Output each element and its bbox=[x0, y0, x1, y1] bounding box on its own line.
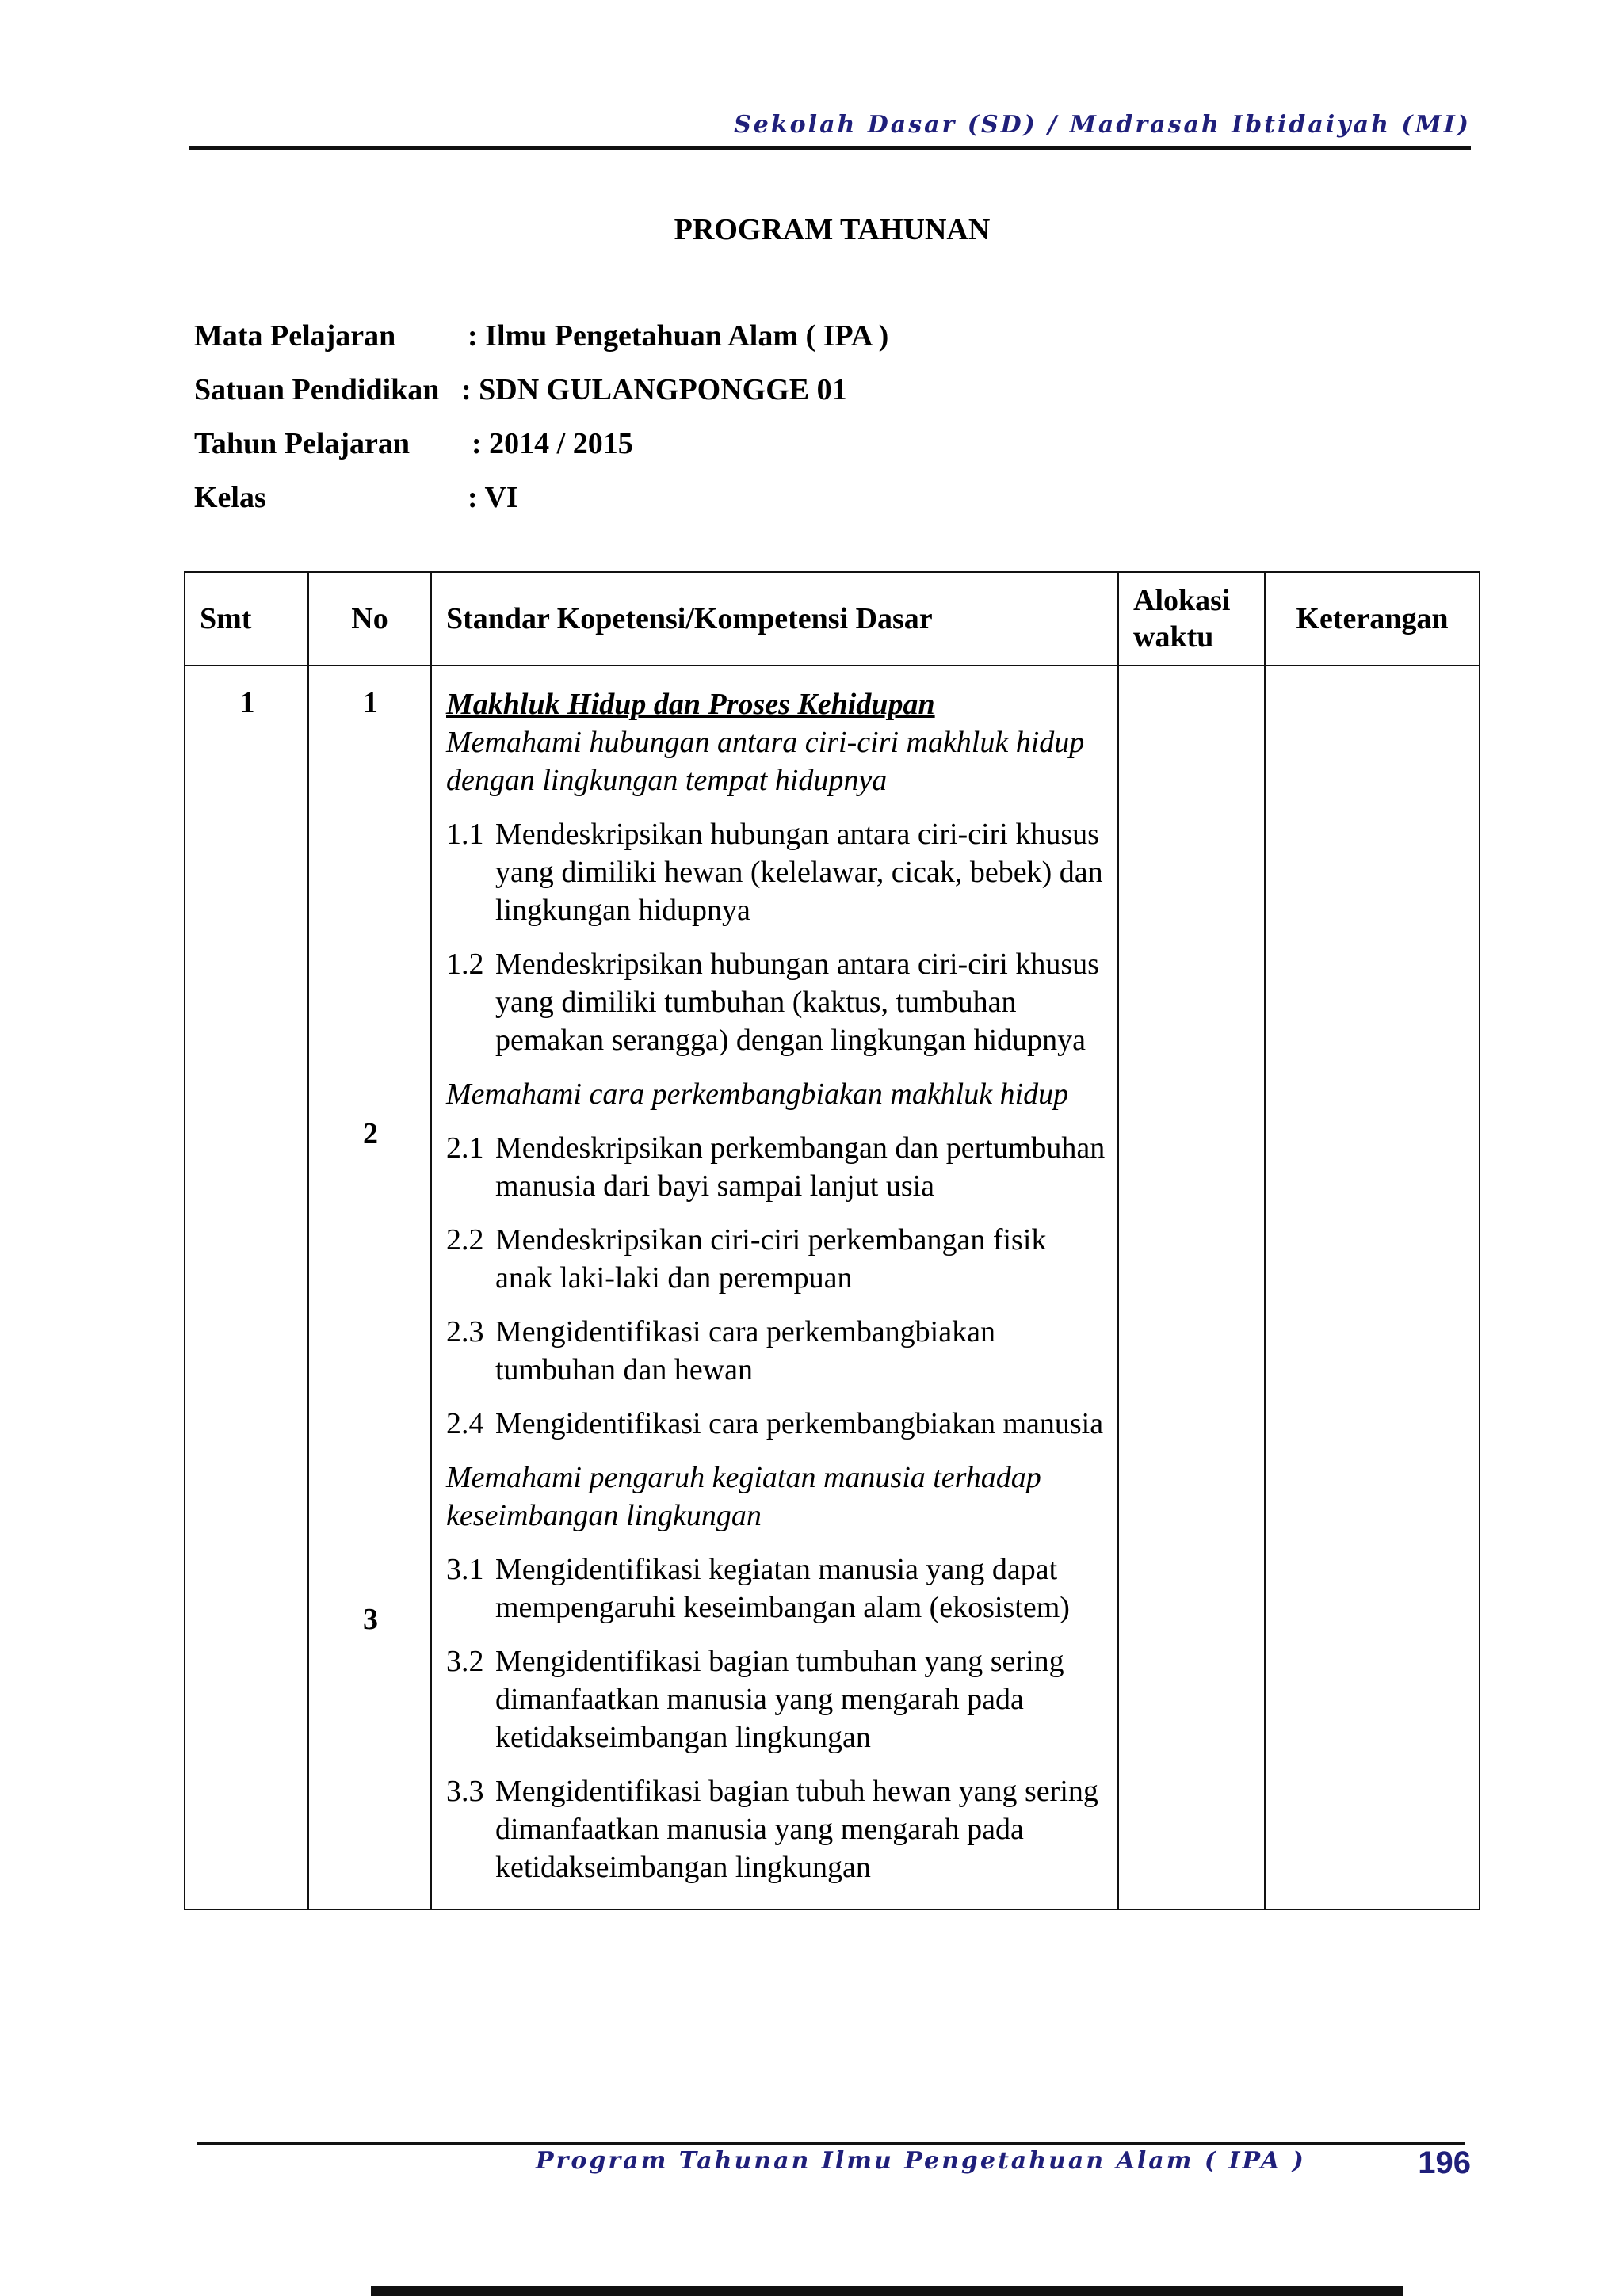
header-alokasi-line1: Alokasi bbox=[1133, 584, 1231, 617]
kd-text: Mendeskripsikan hubungan antara ciri-ciri khusus yang dimiliki tumbuhan (kaktus, tumbuhan pemakan serangga) dengan lingkungan hidupnya bbox=[495, 948, 1099, 1057]
header-divider bbox=[189, 146, 1471, 150]
info-value: : Ilmu Pengetahuan Alam ( IPA ) bbox=[468, 319, 889, 353]
info-value: : SDN GULANGPONGGE 01 bbox=[461, 373, 847, 406]
footer-title: Program Tahunan Ilmu Pengetahuan Alam ( IPA ) bbox=[536, 2147, 1306, 2175]
kd-text: Mendeskripsikan ciri-ciri perkembangan fisik anak laki-laki dan perempuan bbox=[495, 1223, 1047, 1295]
row-number-1: 1 bbox=[363, 686, 378, 719]
info-value: : 2014 / 2015 bbox=[472, 427, 633, 460]
header-keterangan: Keterangan bbox=[1265, 572, 1480, 666]
kd-number: 2.4 bbox=[446, 1407, 484, 1440]
semester-cell bbox=[185, 666, 308, 1909]
keterangan-cell bbox=[1265, 666, 1480, 1909]
standard-competency-2: Memahami cara perkembangbiakan makhluk hidup bbox=[446, 1077, 1069, 1111]
kd-number: 2.3 bbox=[446, 1315, 484, 1348]
kd-number: 3.1 bbox=[446, 1553, 484, 1586]
kd-number: 2.2 bbox=[446, 1223, 484, 1257]
page-header-institution: Sekolah Dasar (SD) / Madrasah Ibtidaiyah (MI) bbox=[734, 111, 1471, 139]
row-number-2: 2 bbox=[363, 1117, 378, 1150]
info-label: Kelas bbox=[194, 481, 266, 514]
info-value: : VI bbox=[468, 481, 518, 514]
kd-number: 1.2 bbox=[446, 948, 484, 981]
standard-competency-3: Memahami pengaruh kegiatan manusia terhadap keseimbangan lingkungan bbox=[446, 1461, 1041, 1532]
bottom-edge-bar bbox=[371, 2286, 1403, 2296]
basic-competency bbox=[446, 1313, 1109, 1389]
info-label: Tahun Pelajaran bbox=[194, 427, 411, 460]
basic-competency bbox=[446, 1405, 1109, 1443]
row-number-3: 3 bbox=[363, 1603, 378, 1636]
kd-text: Mengidentifikasi bagian tubuh hewan yang sering dimanfaatkan manusia yang mengarah pada ketidakseimbangan lingkungan bbox=[495, 1775, 1098, 1884]
kd-text: Mengidentifikasi kegiatan manusia yang dapat mempengaruhi keseimbangan alam (ekosistem) bbox=[495, 1553, 1070, 1624]
kd-number: 3.3 bbox=[446, 1775, 484, 1808]
header-alokasi-waktu bbox=[1118, 572, 1265, 666]
topic-heading: Makhluk Hidup dan Proses Kehidupan bbox=[446, 688, 935, 721]
info-label: Mata Pelajaran bbox=[194, 319, 396, 353]
basic-competency bbox=[446, 945, 1109, 1059]
competency-cell bbox=[431, 666, 1118, 1909]
header-no: No bbox=[308, 572, 431, 666]
alokasi-waktu-cell bbox=[1118, 666, 1265, 1909]
page-number: 196 bbox=[1418, 2145, 1471, 2180]
kd-number: 2.1 bbox=[446, 1131, 484, 1165]
kd-number: 1.1 bbox=[446, 818, 484, 851]
document-title: PROGRAM TAHUNAN bbox=[674, 213, 991, 246]
footer-divider bbox=[197, 2142, 1465, 2145]
number-cell bbox=[308, 666, 431, 1909]
standard-competency-1: Memahami hubungan antara ciri-ciri makhluk hidup dengan lingkungan tempat hidupnya bbox=[446, 726, 1085, 797]
kd-text: Mengidentifikasi cara perkembangbiakan tumbuhan dan hewan bbox=[495, 1315, 995, 1386]
program-table bbox=[184, 571, 1480, 1910]
header-smt: Smt bbox=[185, 572, 308, 666]
table-header-row bbox=[185, 572, 1480, 666]
basic-competency bbox=[446, 1642, 1109, 1756]
kd-number: 3.2 bbox=[446, 1645, 484, 1678]
basic-competency bbox=[446, 815, 1109, 929]
basic-competency bbox=[446, 1772, 1109, 1886]
basic-competency bbox=[446, 1129, 1109, 1205]
table-row bbox=[185, 666, 1480, 1909]
header-sk-kd: Standar Kopetensi/Kompetensi Dasar bbox=[431, 572, 1118, 666]
basic-competency bbox=[446, 1221, 1109, 1297]
semester-number: 1 bbox=[239, 686, 255, 719]
header-alokasi-line2: waktu bbox=[1133, 620, 1214, 654]
kd-text: Mendeskripsikan perkembangan dan pertumbuhan manusia dari bayi sampai lanjut usia bbox=[495, 1131, 1106, 1203]
basic-competency bbox=[446, 1550, 1109, 1627]
info-label: Satuan Pendidikan bbox=[194, 373, 440, 406]
kd-text: Mengidentifikasi cara perkembangbiakan manusia bbox=[495, 1407, 1104, 1440]
kd-text: Mendeskripsikan hubungan antara ciri-ciri khusus yang dimiliki hewan (kelelawar, cicak, bebek) dan lingkungan hidupnya bbox=[495, 818, 1103, 927]
kd-text: Mengidentifikasi bagian tumbuhan yang sering dimanfaatkan manusia yang mengarah pada ketidakseimbangan lingkungan bbox=[495, 1645, 1064, 1754]
